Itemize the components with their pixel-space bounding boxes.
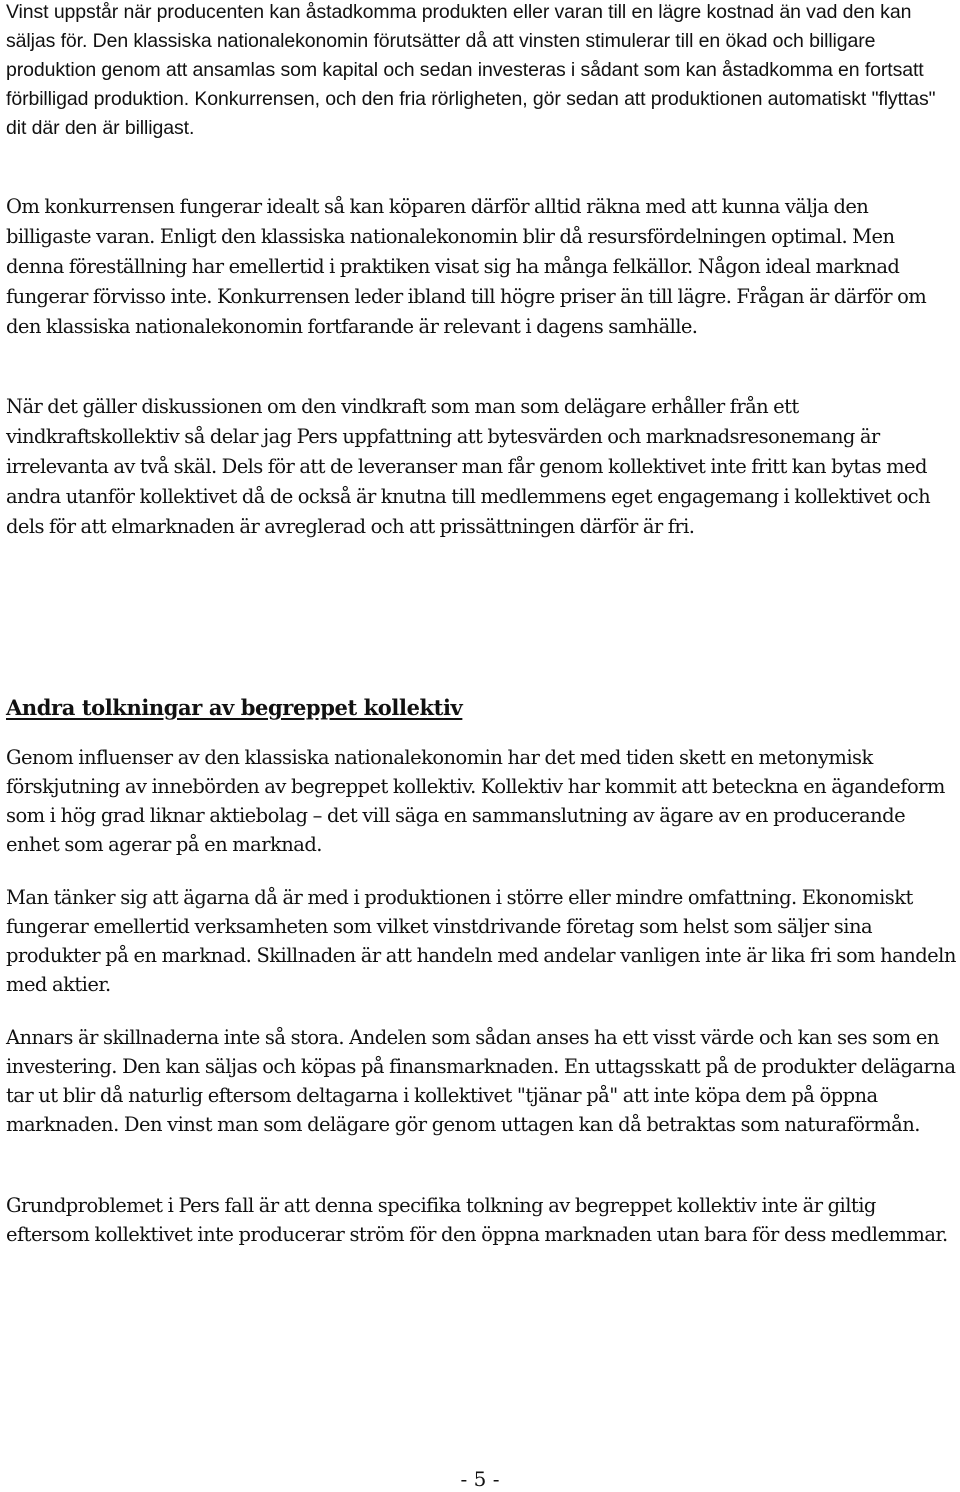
paragraph-differences: Annars är skillnaderna inte så stora. Andelen som sådan anses ha ett visst värde och kan ses som en investering. Den kan säljas och köpas på finansmarknaden. En uttagsskatt på de produkter delägarna tar ut blir då naturlig eftersom deltagarna i kollektivet "tjänar på" att inte köpa dem på öppna marknaden. Den vinst man som delägare gör genom uttagen kan då betraktas som naturaförmån.	[6, 1026, 956, 1136]
page-number: - 5 -	[460, 1467, 500, 1491]
paragraph-profit: Vinst uppstår när producenten kan åstadkomma produkten eller varan till en lägre kostnad än vad den kan säljas för. Den klassiska nationalekonomin förutsätter då att vinsten stimulerar till en ökad och billigare produktion genom att ansamlas som kapital och sedan investeras i sådant som kan åstadkomma en fortsatt förbilligad produktion. Konkurrensen, och den fria rörligheten, gör sedan att produktionen automatiskt "flyttas" dit där den är billigast.	[6, 1, 936, 139]
paragraph-metonymy: Genom influenser av den klassiska nationalekonomin har det med tiden skett en metonymisk förskjutning av innebörden av begreppet kollektiv. Kollektiv har kommit att beteckna en ägandeform som i hög grad liknar aktiebolag – det vill säga en sammanslutning av ägare av en producerande enhet som agerar på en marknad.	[6, 746, 945, 856]
section-heading: Andra tolkningar av begreppet kollektiv	[6, 695, 463, 720]
paragraph-competition: Om konkurrensen fungerar idealt så kan köparen därför alltid räkna med att kunna välja den billigaste varan. Enligt den klassiska nationalekonomin blir då resursfördelningen optimal. Men denna föreställning har emellertid i praktiken visat sig ha många felkällor. Någon ideal marknad fungerar förvisso inte. Konkurrensen leder ibland till högre priser än till lägre. Frågan är därför om den klassiska nationalekonomin fortfarande är relevant i dagens samhälle.	[6, 195, 927, 338]
paragraph-core-problem: Grundproblemet i Pers fall är att denna specifika tolkning av begreppet kollektiv inte är giltig eftersom kollektivet inte producerar ström för den öppna marknaden utan bara för dess medlemmar.	[6, 1194, 948, 1246]
paragraph-owners: Man tänker sig att ägarna då är med i produktionen i större eller mindre omfattning. Ekonomiskt fungerar emellertid verksamheten som vilket vinstdrivande företag som helst som säljer sina produkter på en marknad. Skillnaden är att handeln med andelar vanligen inte är lika fri som handeln med aktier.	[6, 886, 956, 996]
paragraph-wind-power: När det gäller diskussionen om den vindkraft som man som delägare erhåller från ett vindkraftskollektiv så delar jag Pers uppfattning att bytesvärden och marknadsresonemang är irrelevanta av två skäl. Dels för att de leveranser man får genom kollektivet inte fritt kan bytas med andra utanför kollektivet då de också är knutna till medlemmens eget engagemang i kollektivet och dels för att elmarknaden är avreglerad och att prissättningen därför är fri.	[6, 395, 931, 538]
